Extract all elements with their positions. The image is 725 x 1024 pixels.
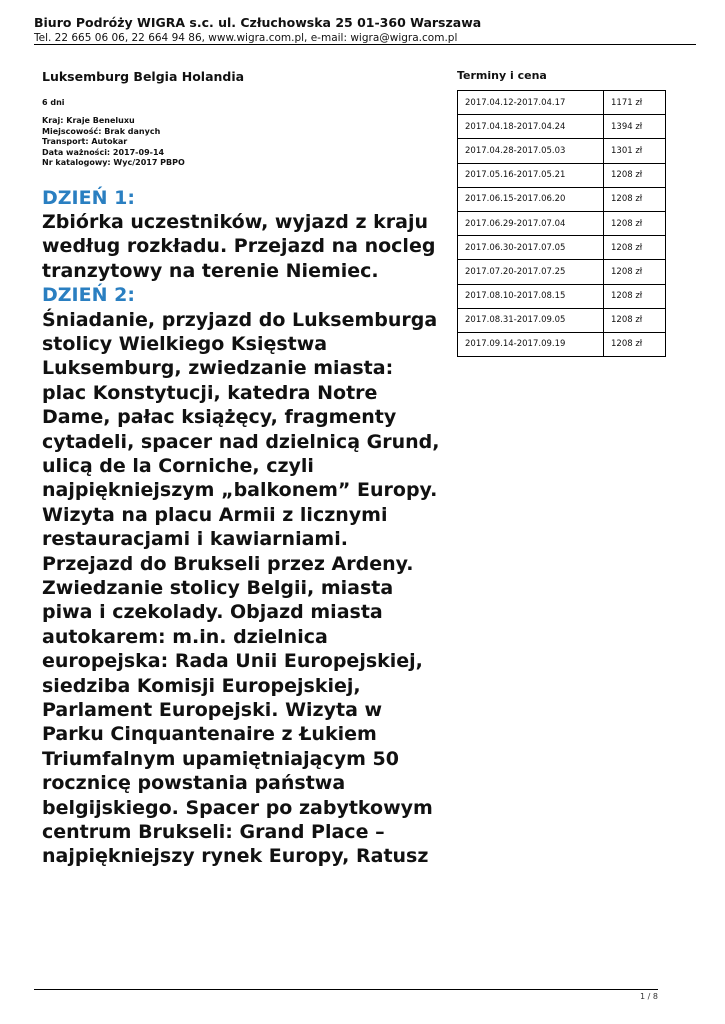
term-price: 1208 zł [604,236,666,260]
term-dates: 2017.06.30-2017.07.05 [458,236,604,260]
trip-details [42,69,442,869]
table-row [458,332,666,356]
term-dates: 2017.06.29-2017.07.04 [458,211,604,235]
day-1-text: Zbiórka uczestników, wyjazd z kraju według rozkładu. Przejazd na nocleg tranzytowy na terenie Niemiec. [42,210,436,282]
trip-title: Luksemburg Belgia Holandia [42,69,245,84]
day-1-heading: DZIEŃ 1: [42,186,135,209]
meta-transport: Transport: Autokar [42,137,128,146]
term-dates: 2017.09.14-2017.09.19 [458,332,604,356]
table-row [458,308,666,332]
table-row [458,187,666,211]
term-price: 1394 zł [604,115,666,139]
table-row [458,115,666,139]
program [42,186,442,869]
trip-meta [42,116,442,169]
term-dates: 2017.06.15-2017.06.20 [458,187,604,211]
term-dates: 2017.04.12-2017.04.17 [458,91,604,115]
header-divider [34,44,696,45]
term-dates: 2017.08.10-2017.08.15 [458,284,604,308]
term-price: 1208 zł [604,163,666,187]
term-price: 1208 zł [604,211,666,235]
meta-catalog-number: Nr katalogowy: Wyc/2017 PBPO [42,158,185,167]
table-row [458,163,666,187]
table-row [458,139,666,163]
company-line: Biuro Podróży WIGRA s.c. ul. Człuchowska 25 01-360 Warszawa [34,15,482,30]
term-price: 1301 zł [604,139,666,163]
term-price: 1208 zł [604,187,666,211]
term-price: 1208 zł [604,284,666,308]
footer-divider [34,989,658,990]
page-number: 1 / 8 [640,992,658,1001]
term-dates: 2017.04.18-2017.04.24 [458,115,604,139]
term-dates: 2017.08.31-2017.09.05 [458,308,604,332]
document-header [34,15,696,45]
day-2-heading: DZIEŃ 2: [42,284,135,307]
table-row [458,236,666,260]
table-row [458,211,666,235]
meta-country: Kraj: Kraje Beneluxu [42,116,135,125]
term-price: 1208 zł [604,260,666,284]
table-row [458,260,666,284]
meta-valid-date: Data ważności: 2017-09-14 [42,147,165,157]
prices-panel [457,69,666,357]
day-2-text: Śniadanie, przyjazd do Luksemburga stolicy Wielkiego Księstwa Luksemburg, zwiedzanie miasta: plac Konstytucji, katedra Notre Dame, pałac książęcy, fragmenty cytadeli, spacer nad dzielnicą Grund, ulicą de la Corniche, czyli najpiękniejszym „balkonem” Europy. Wizyta na placu Armii z licznymi restauracjami i kawiarniami. Przejazd do Brukseli przez Ardeny. Zwiedzanie stolicy Belgii, miasta piwa i czekolady. Objazd miasta autokarem: m.in. dzielnica europejska: Rada Unii Europejskiej, siedziba Komisji Europejskiej, Parlament Europejski. Wizyta w Parku Cinquantenaire z Łukiem Triumfalnym upamiętniającym 50 rocznicę powstania państwa belgijskiego. Spacer po zabytkowym centrum Brukseli: Grand Place – najpiękniejszy rynek Europy, Ratusz [42,308,440,868]
term-price: 1171 zł [604,91,666,115]
term-price: 1208 zł [604,308,666,332]
term-price: 1208 zł [604,332,666,356]
term-dates: 2017.04.28-2017.05.03 [458,139,604,163]
meta-location: Miejscowość: Brak danych [42,126,161,136]
term-dates: 2017.05.16-2017.05.21 [458,163,604,187]
term-dates: 2017.07.20-2017.07.25 [458,260,604,284]
prices-title: Terminy i cena [457,69,547,82]
trip-duration: 6 dni [42,98,65,107]
prices-table [457,90,666,357]
table-row [458,284,666,308]
contact-line: Tel. 22 665 06 06, 22 664 94 86, www.wigra.com.pl, e-mail: wigra@wigra.com.pl [34,32,458,44]
table-row [458,91,666,115]
